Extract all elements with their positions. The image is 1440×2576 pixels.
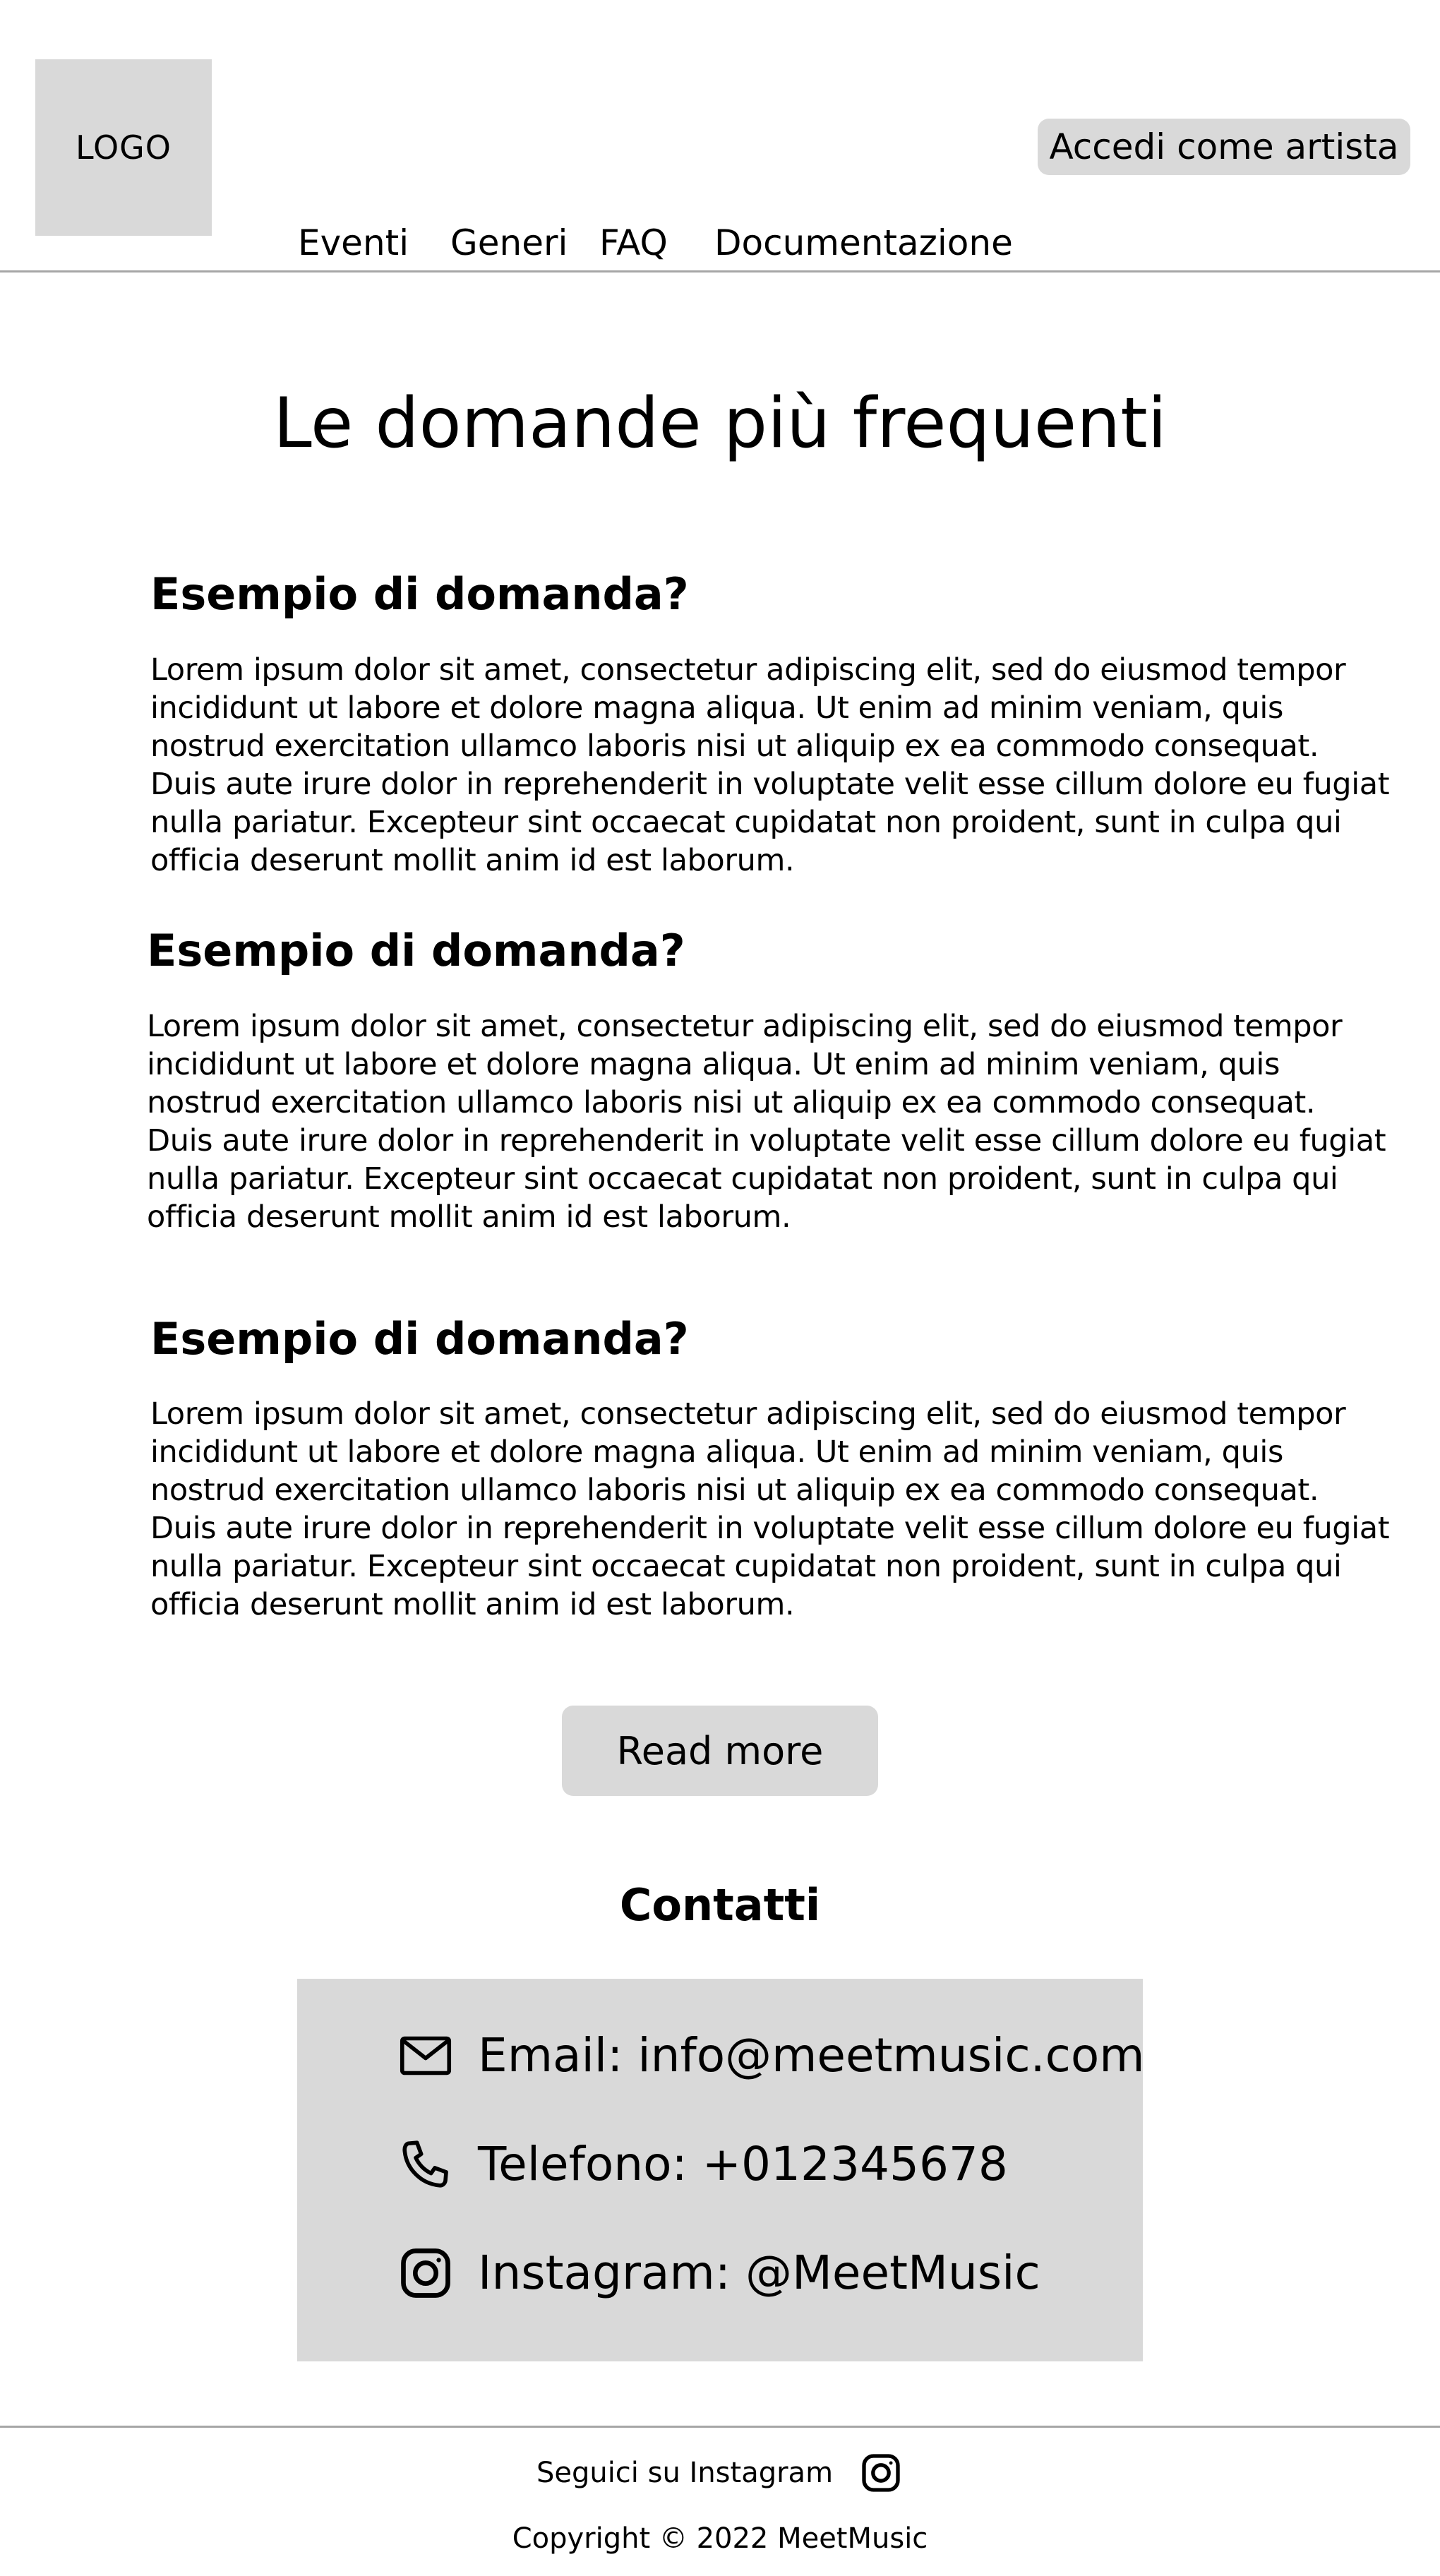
contact-phone[interactable] [396,2126,1008,2203]
footer-follow [0,2448,1440,2498]
mail-icon [396,2026,455,2085]
page-title: Le domande più frequenti [273,383,1167,464]
artist-login-button[interactable]: Accedi come artista [1038,119,1410,175]
faq-answer: Lorem ipsum dolor sit amet, consectetur adipiscing elit, sed do eiusmod tempor incididunt ut labore et dolore magna aliqua. Ut enim ad minim veniam, quis nostrud exercitation ullamco laboris nisi ut aliquip ex ea commodo consequat. Duis aute irure dolor in reprehenderit in voluptate velit esse cillum dolore eu fugiat nulla pariatur. Excepteur sint occaecat cupidatat non proident, sunt in culpa qui officia deserunt mollit anim id est laborum. [150,652,1390,878]
faq-answer: Lorem ipsum dolor sit amet, consectetur adipiscing elit, sed do eiusmod tempor incididunt ut labore et dolore magna aliqua. Ut enim ad minim veniam, quis nostrud exercitation ullamco laboris nisi ut aliquip ex ea commodo consequat. Duis aute irure dolor in reprehenderit in voluptate velit esse cillum dolore eu fugiat nulla pariatur. Excepteur sint occaecat cupidatat non proident, sunt in culpa qui officia deserunt mollit anim id est laborum. [150,1396,1390,1622]
contact-email-text: Email: info@meetmusic.com [478,2028,1145,2083]
faq-question: Esempio di domanda? [150,1313,689,1365]
copyright: Copyright © 2022 MeetMusic [512,2522,928,2555]
logo[interactable]: LOGO [35,59,212,236]
footer-divider [0,2426,1440,2428]
read-more-button[interactable]: Read more [562,1706,878,1796]
phone-icon [396,2135,455,2194]
faq-question: Esempio di domanda? [150,568,689,620]
nav-item-faq[interactable]: FAQ [599,222,668,263]
faq-answer: Lorem ipsum dolor sit amet, consectetur adipiscing elit, sed do eiusmod tempor incididunt ut labore et dolore magna aliqua. Ut enim ad minim veniam, quis nostrud exercitation ullamco laboris nisi ut aliquip ex ea commodo consequat. Duis aute irure dolor in reprehenderit in voluptate velit esse cillum dolore eu fugiat nulla pariatur. Excepteur sint occaecat cupidatat non proident, sunt in culpa qui officia deserunt mollit anim id est laborum. [147,1009,1386,1235]
contact-instagram[interactable] [396,2234,1040,2312]
contact-phone-text: Telefono: +012345678 [478,2137,1008,2191]
faq-question: Esempio di domanda? [147,925,685,976]
header-divider [0,270,1440,272]
contacts-panel [297,1979,1143,2361]
instagram-icon[interactable] [858,2450,904,2496]
footer-follow-text: Seguici su Instagram [536,2457,834,2489]
nav-item-documentazione[interactable]: Documentazione [714,222,1013,263]
nav-item-eventi[interactable]: Eventi [298,222,409,263]
instagram-icon [396,2243,455,2303]
nav-item-generi[interactable]: Generi [450,222,568,263]
contact-email[interactable] [396,2017,1145,2095]
contacts-title: Contatti [619,1879,821,1931]
contact-instagram-text: Instagram: @MeetMusic [478,2246,1040,2300]
